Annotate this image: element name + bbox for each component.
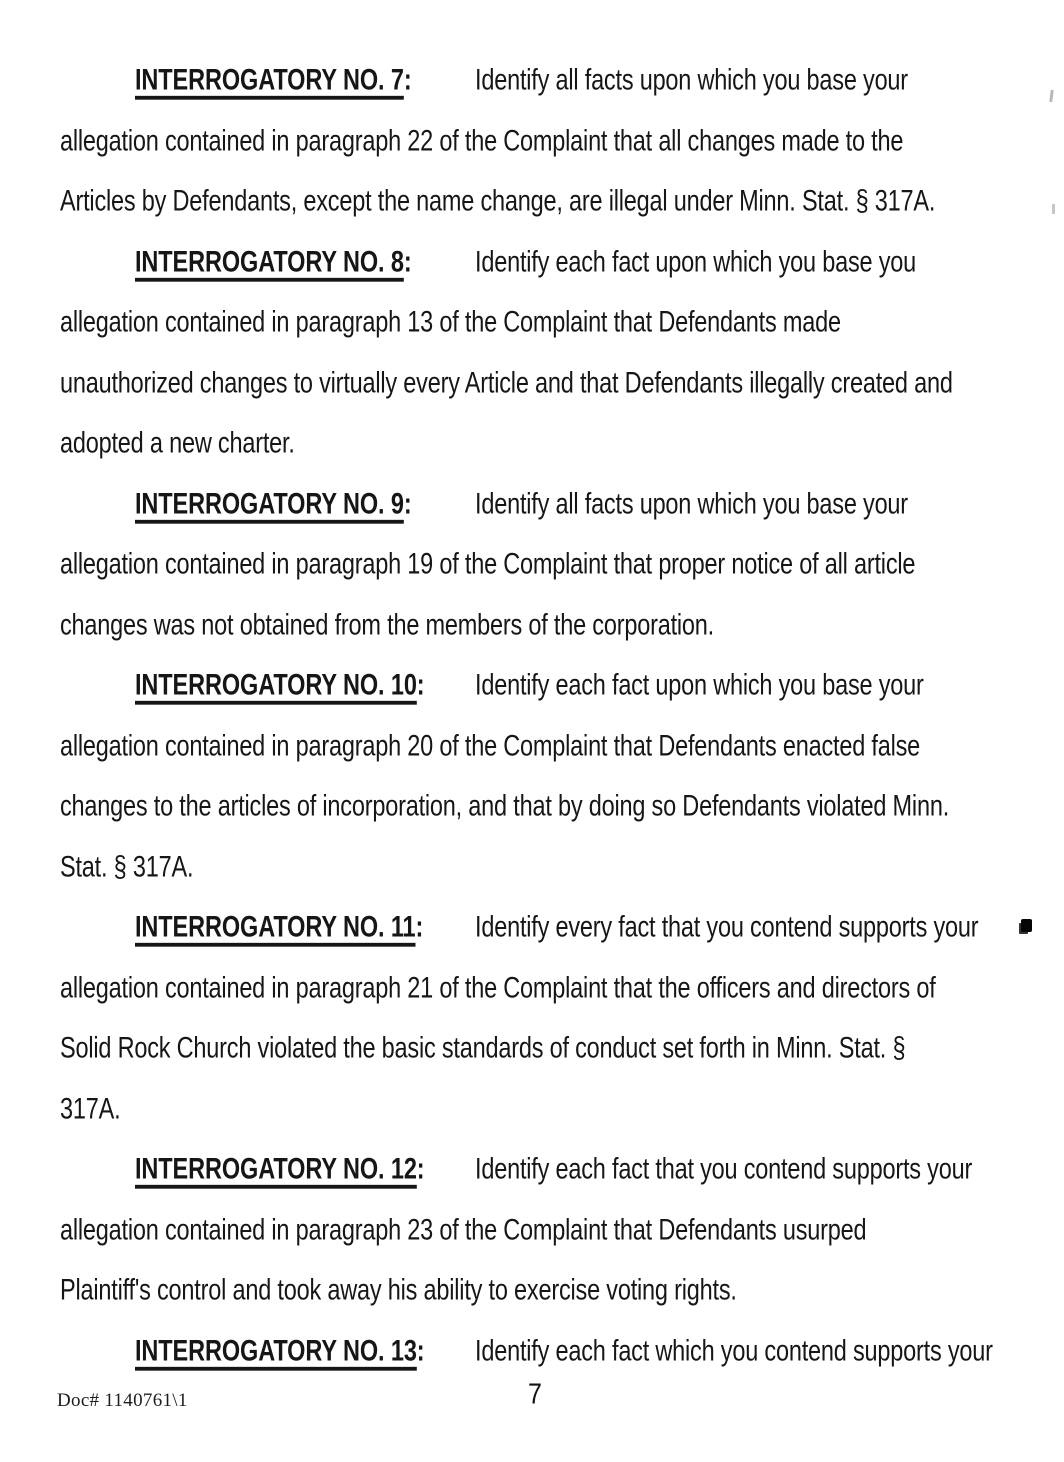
- scan-artifact-tick: [1052, 204, 1055, 214]
- interrogatory-label: INTERROGATORY NO. 7: [135, 62, 404, 96]
- interrogatory-opening-text: Identify each fact which you contend supports your: [475, 1333, 993, 1367]
- interrogatory-heading: [135, 910, 423, 943]
- interrogatory-body-line: allegation contained in paragraph 23 of the Complaint that Defendants usurped: [60, 1212, 867, 1246]
- interrogatory: [60, 484, 1064, 666]
- interrogatory: [60, 907, 1064, 1149]
- interrogatory-colon: :: [416, 1333, 425, 1367]
- interrogatory-heading: [135, 668, 425, 701]
- interrogatory-body-line: 317A.: [60, 1091, 121, 1125]
- interrogatory-heading: [135, 1152, 425, 1185]
- interrogatory-label: INTERROGATORY NO. 13: [135, 1333, 417, 1367]
- interrogatory-body-line: Stat. § 317A.: [60, 849, 194, 883]
- interrogatory-label: INTERROGATORY NO. 11: [135, 909, 416, 943]
- interrogatory: [60, 242, 1064, 484]
- interrogatory-opening-text: Identify all facts upon which you base your: [475, 486, 908, 520]
- interrogatory-body-line: Plaintiff's control and took away his ability to exercise voting rights.: [60, 1272, 737, 1306]
- interrogatory-heading: [135, 1333, 425, 1366]
- interrogatory-colon: :: [403, 62, 412, 96]
- interrogatory-body-line: allegation contained in paragraph 13 of the Complaint that Defendants made: [60, 304, 841, 338]
- document-number: Doc# 1140761\1: [57, 1390, 188, 1411]
- interrogatory-opening-text: Identify all facts upon which you base your: [475, 62, 908, 96]
- interrogatory-heading: [135, 63, 412, 96]
- interrogatory-body-line: allegation contained in paragraph 20 of the Complaint that Defendants enacted false: [60, 728, 921, 762]
- interrogatory-heading: [135, 244, 412, 277]
- interrogatory-body-line: allegation contained in paragraph 19 of the Complaint that proper notice of all article: [60, 546, 916, 580]
- interrogatory-label: INTERROGATORY NO. 9: [135, 486, 404, 520]
- interrogatory: [60, 1331, 1064, 1392]
- interrogatory-colon: :: [416, 667, 425, 701]
- interrogatory-opening-text: Identify each fact upon which you base you: [475, 244, 917, 278]
- interrogatory-body-line: changes was not obtained from the members of the corporation.: [60, 607, 715, 641]
- interrogatory-colon: :: [403, 244, 412, 278]
- interrogatory-body-line: allegation contained in paragraph 22 of the Complaint that all changes made to the: [60, 123, 904, 157]
- scan-artifact-blob: [1021, 919, 1032, 932]
- interrogatory-label: INTERROGATORY NO. 12: [135, 1151, 417, 1185]
- interrogatory-body-line: Solid Rock Church violated the basic standards of conduct set forth in Minn. Stat. §: [60, 1030, 906, 1064]
- interrogatory-heading: [135, 486, 412, 519]
- page-number: 7: [528, 1378, 542, 1411]
- interrogatory: [60, 60, 1064, 242]
- interrogatory-colon: :: [416, 1151, 425, 1185]
- interrogatory-body-line: allegation contained in paragraph 21 of the Complaint that the officers and directors of: [60, 970, 936, 1004]
- interrogatory-opening-text: Identify each fact that you contend supports your: [475, 1151, 973, 1185]
- interrogatory-body-line: adopted a new charter.: [60, 425, 295, 459]
- interrogatory-first-line: [60, 1331, 1064, 1408]
- interrogatory-label: INTERROGATORY NO. 8: [135, 244, 404, 278]
- interrogatory-body-line: unauthorized changes to virtually every Article and that Defendants illegally created and: [60, 365, 953, 399]
- interrogatory: [60, 1149, 1064, 1331]
- interrogatory-opening-text: Identify each fact upon which you base your: [475, 667, 924, 701]
- document-content: [60, 60, 1064, 1391]
- interrogatory-label: INTERROGATORY NO. 10: [135, 667, 417, 701]
- interrogatory-colon: :: [415, 909, 424, 943]
- interrogatory-opening-text: Identify every fact that you contend supports your: [475, 909, 979, 943]
- interrogatory-body-line: Articles by Defendants, except the name change, are illegal under Minn. Stat. § 317A.: [60, 183, 936, 217]
- interrogatory-colon: :: [403, 486, 412, 520]
- interrogatory: [60, 665, 1064, 907]
- interrogatory-body-line: changes to the articles of incorporation, and that by doing so Defendants violated Minn.: [60, 788, 950, 822]
